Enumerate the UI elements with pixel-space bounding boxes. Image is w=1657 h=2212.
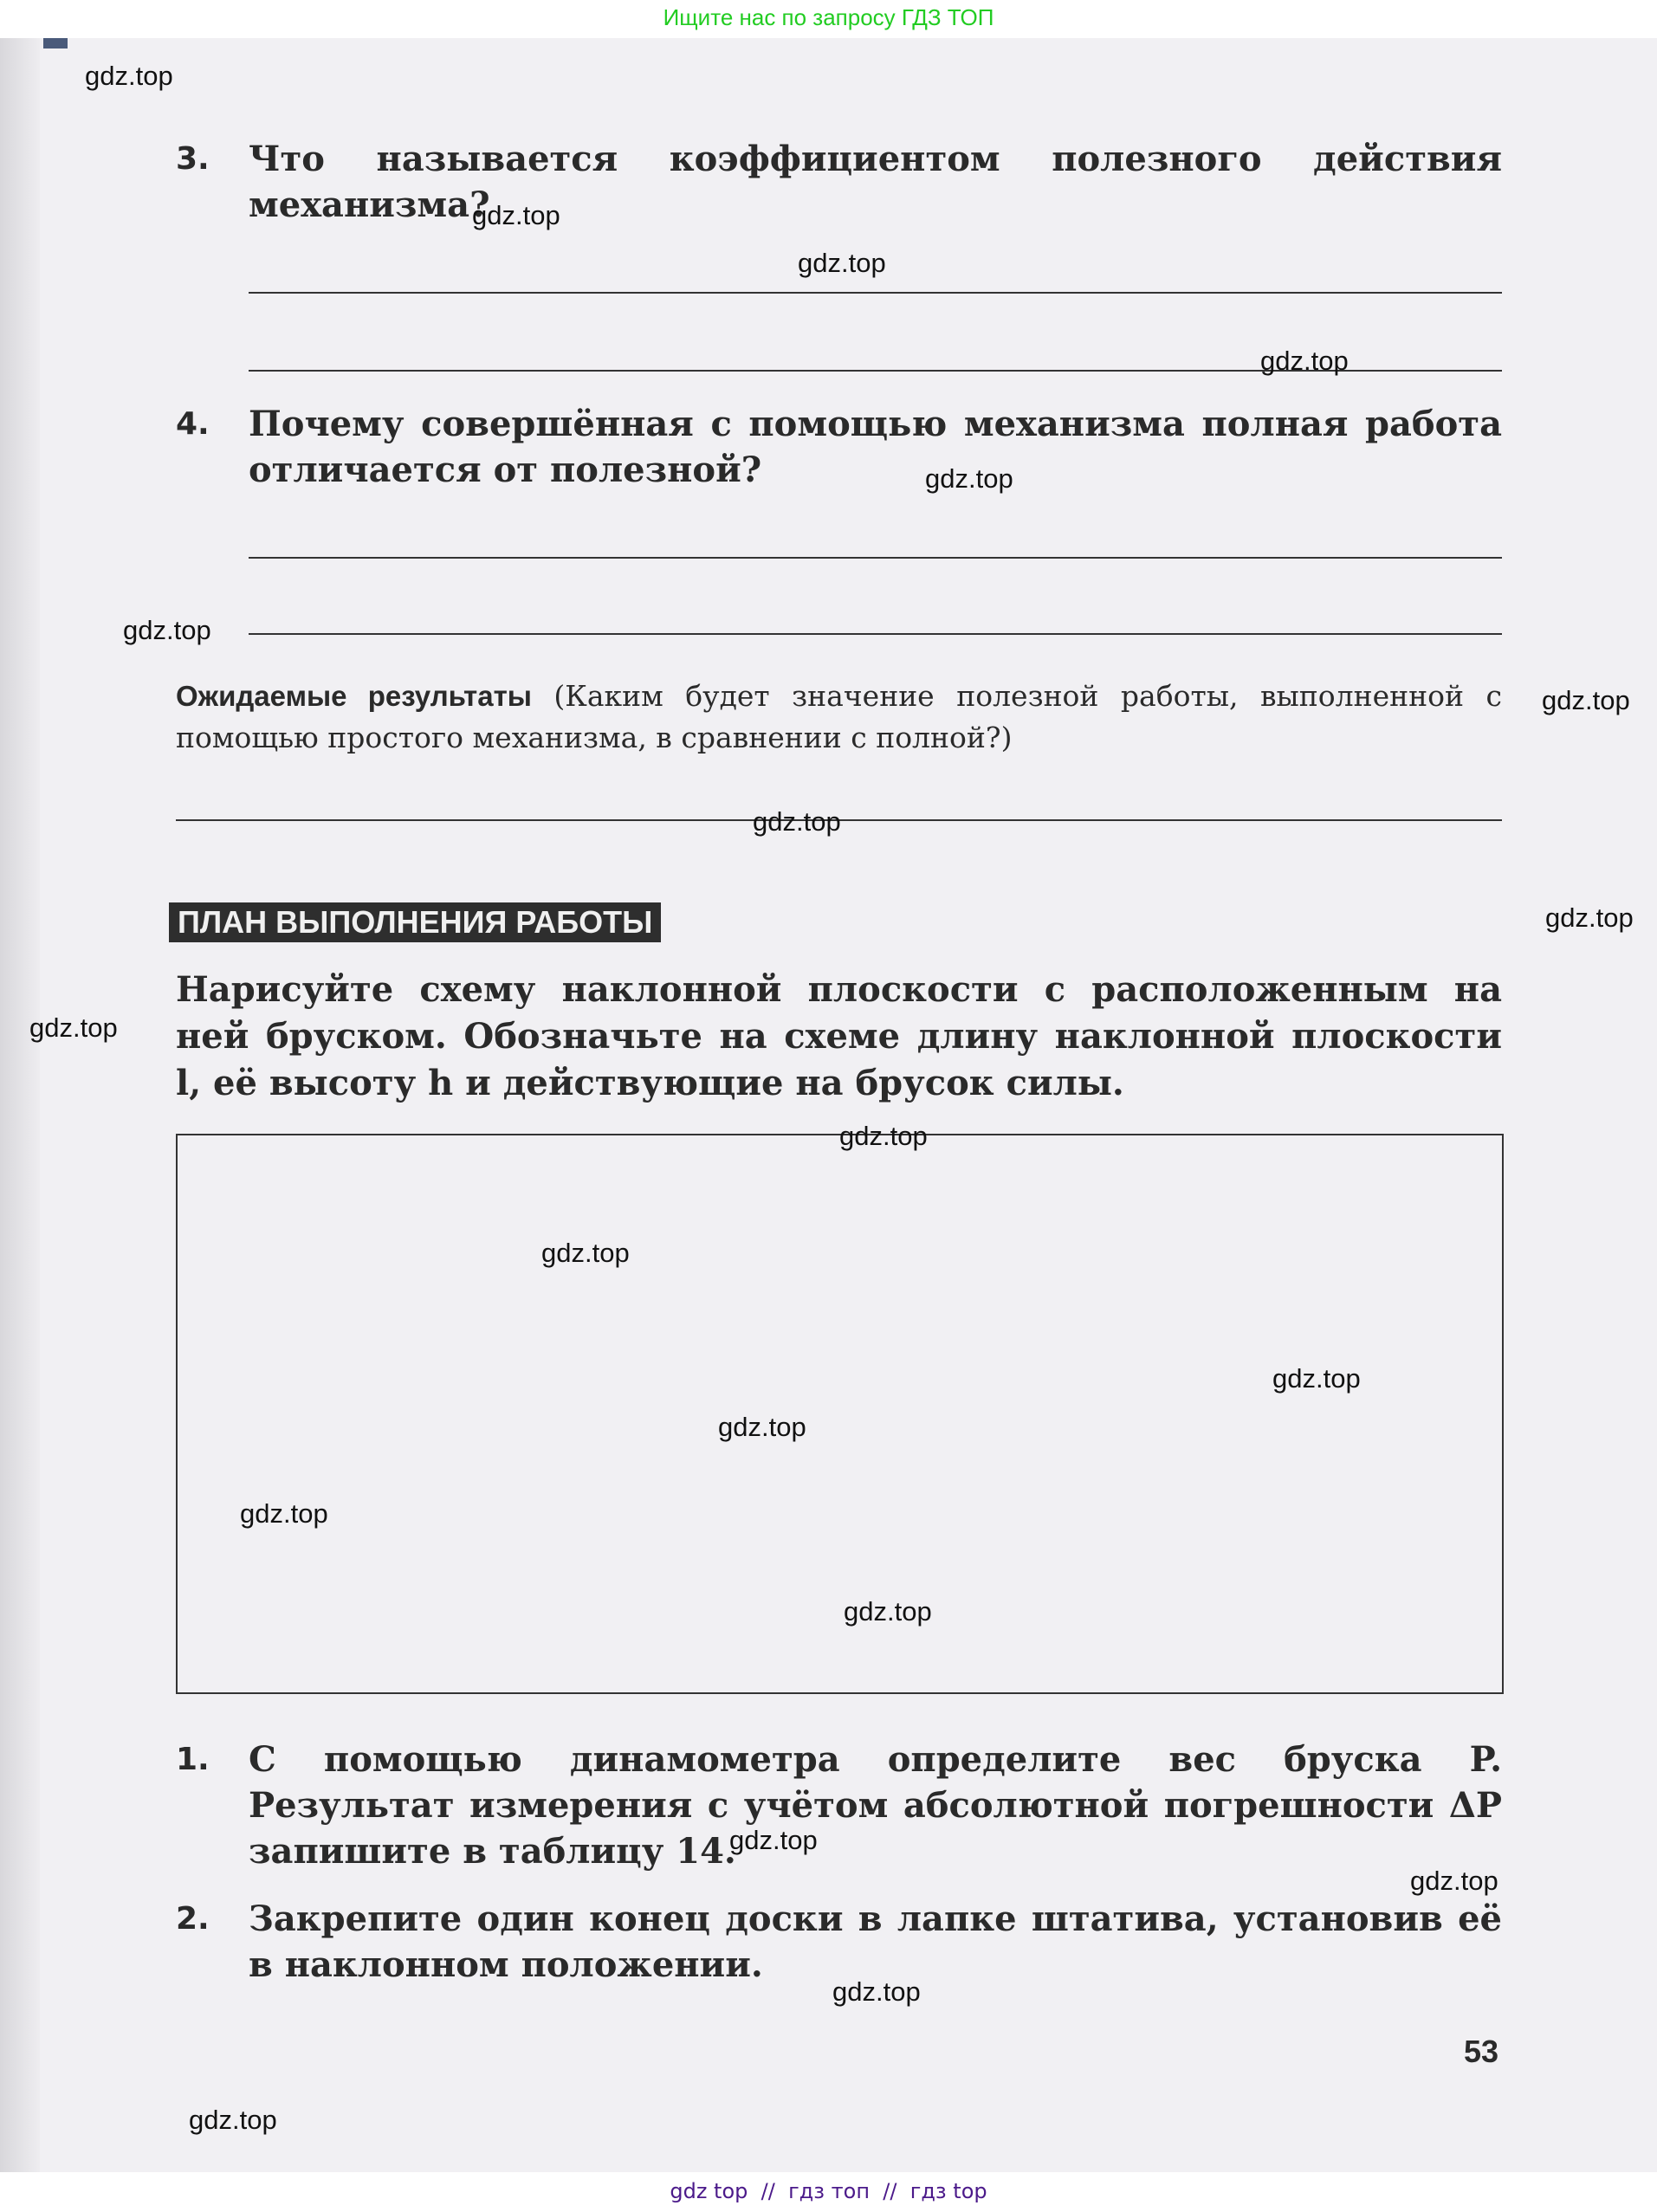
watermark: gdz.top (925, 463, 1013, 494)
page-spine-shadow (0, 38, 40, 2172)
step-text: Закрепите один конец доски в лапке штатива, установив её в наклонном положении. (249, 1898, 1502, 1985)
top-banner-text: Ищите нас по запросу ГДЗ ТОП (663, 4, 994, 30)
step-1 (176, 1737, 1502, 1874)
watermark: gdz.top (1272, 1363, 1361, 1394)
plan-header: ПЛАН ВЫПОЛНЕНИЯ РАБОТЫ (169, 902, 661, 942)
watermark: gdz.top (832, 1976, 921, 2007)
watermark: gdz.top (85, 61, 173, 91)
watermark: gdz.top (29, 1012, 118, 1043)
question-4 (176, 401, 1502, 493)
watermark: gdz.top (189, 2105, 277, 2135)
watermark: gdz.top (240, 1498, 328, 1529)
expected-results-text: (Каким будет значение полезной работы, выполненной с помощью простого механизма, в сравнении с полной?) (176, 679, 1502, 754)
watermark: gdz.top (541, 1238, 630, 1268)
watermark: gdz.top (839, 1121, 928, 1151)
answer-line[interactable] (249, 292, 1502, 294)
question-text: Почему совершённая с помощью механизма полная работа отличается от полезной? (249, 404, 1502, 490)
question-number: 4. (176, 406, 210, 442)
drawing-box[interactable] (176, 1134, 1504, 1694)
drawing-instruction: Нарисуйте схему наклонной плоскости с расположенным на ней бруском. Обозначьте на схеме длину наклонной плоскости l, её высоту h и действующие на брусок силы. (176, 969, 1502, 1103)
question-number: 3. (176, 141, 210, 177)
watermark: gdz.top (718, 1412, 806, 1442)
watermark: gdz.top (844, 1596, 932, 1627)
answer-line[interactable] (249, 557, 1502, 559)
watermark: gdz.top (753, 806, 841, 837)
watermark: gdz.top (1260, 346, 1349, 376)
watermark: gdz.top (472, 200, 560, 230)
watermark: gdz.top (123, 615, 211, 645)
top-banner (0, 0, 1657, 38)
question-text: Что называется коэффициентом полезного действия механизма? (249, 139, 1502, 225)
step-number: 2. (176, 1901, 210, 1937)
watermark: gdz.top (798, 248, 886, 278)
question-3 (176, 136, 1502, 228)
step-text: С помощью динамометра определите вес бруска P. Результат измерения с учётом абсолютной погрешности ΔP запишите в таблицу 14. (249, 1739, 1502, 1872)
answer-line[interactable] (249, 633, 1502, 635)
step-number: 1. (176, 1742, 210, 1777)
expected-results (176, 676, 1502, 759)
footer-text: gdz top // гдз топ // гдз top (670, 2179, 987, 2203)
spine-mark (43, 38, 68, 49)
watermark: gdz.top (1410, 1866, 1498, 1896)
expected-results-label: Ожидаемые результаты (176, 680, 532, 712)
page-number: 53 (1464, 2034, 1499, 2069)
watermark: gdz.top (1542, 685, 1630, 715)
watermark: gdz.top (729, 1825, 818, 1855)
step-2 (176, 1896, 1502, 1988)
footer-banner (0, 2172, 1657, 2212)
watermark: gdz.top (1545, 902, 1634, 933)
